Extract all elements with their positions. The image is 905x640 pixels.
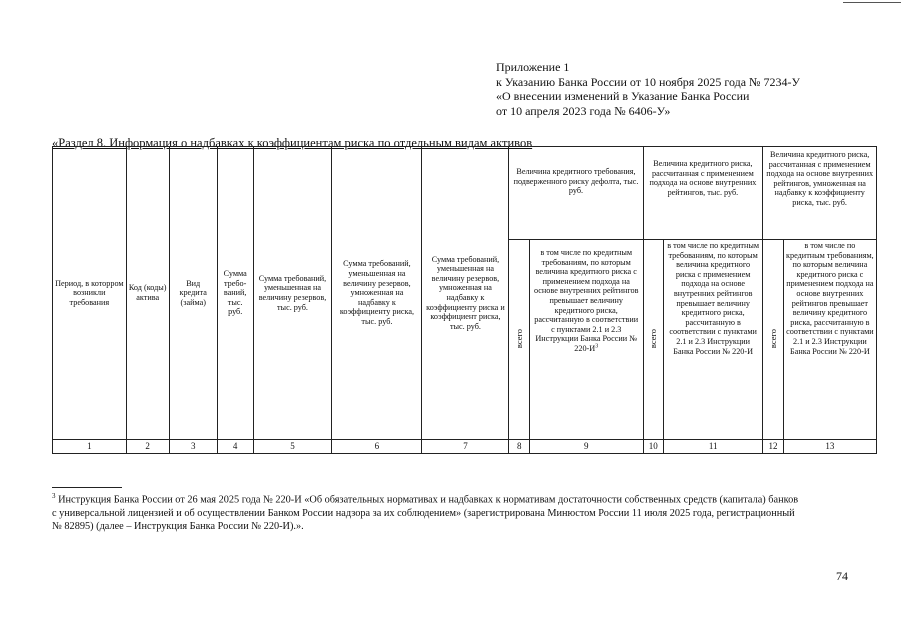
header-group-default-exposure: Величина кредитного требования, подверженного риску дефолта, тыс. руб. — [509, 147, 643, 240]
footnote-separator — [52, 487, 122, 488]
header-group-irb-risk-with-addon: Величина кредитного риска, рассчитанная с применением подхода на основе внутренних рейтингов, умноженная на надбавку к коэффициенту риска, тыс. руб. — [763, 147, 877, 240]
header-col-8-total — [509, 240, 529, 440]
col-number: 8 — [509, 440, 529, 454]
column-numbers-row — [53, 440, 877, 454]
col-number: 2 — [126, 440, 169, 454]
col-number: 7 — [422, 440, 509, 454]
header-col-9-text: в том числе по кредитным требованиям, по которым величина кредитного риска с применением подхода на основе внутренних рейтингов превышает величину кредитного риска, рассчитанную в соответствии с пунктами 2.1 и 2.3 Инструкции Банка России № 220-И — [533, 248, 639, 353]
footnote-line-3: № 82895) (далее – Инструкция Банка России № 220-И).». — [52, 520, 304, 532]
col-number: 9 — [529, 440, 643, 454]
header-col-8-total-text: всего — [514, 328, 525, 348]
col-number: 4 — [217, 440, 253, 454]
header-col-12-total-text: всего — [768, 328, 779, 348]
header-col-10-total-text: всего — [648, 328, 659, 348]
col-number: 13 — [783, 440, 876, 454]
footnote-ref-3: 3 — [595, 343, 599, 350]
footnote — [52, 490, 888, 533]
appendix-line-3: «О внесении изменений в Указание Банка России — [496, 89, 750, 103]
col-number: 11 — [664, 440, 763, 454]
top-corner-rule — [843, 2, 901, 3]
footnote-line-2: с универсальной лицензией и об осуществлении Банком России надзора за их соблюдением» (зарегистрирована Минюстом России 11 июля 2025 года, регистрационный — [52, 507, 795, 519]
header-col-10-total — [643, 240, 663, 440]
col-number: 12 — [763, 440, 783, 454]
appendix-line-1: Приложение 1 — [496, 60, 570, 74]
header-claims-times-addon-and-risk: Сумма требований, уменьшенная на величину резервов, умноженная на надбавку к коэффициенту риска и коэффициент риска, тыс. руб. — [422, 147, 509, 440]
header-col-9-including — [529, 240, 643, 440]
appendix-line-2: к Указанию Банка России от 10 ноября 2025 года № 7234-У — [496, 74, 800, 89]
col-number: 5 — [253, 440, 332, 454]
footnote-line-1 — [52, 490, 888, 507]
header-asset-code: Код (коды) актива — [126, 147, 169, 440]
appendix-heading — [496, 60, 800, 118]
section-title: «Раздел 8. Информация о надбавках к коэффициентам риска по отдельным видам активов — [52, 136, 533, 150]
footnote-marker: 3 — [52, 492, 56, 500]
col-number: 3 — [169, 440, 217, 454]
appendix-line-4: от 10 апреля 2023 года № 6406-У» — [496, 103, 671, 118]
footnote-line-1-text: Инструкция Банка России от 26 мая 2025 года № 220-И «Об обязательных нормативах и надбавках к нормативам достаточности собственных средств (капитала) банков — [55, 494, 799, 506]
header-period: Период, в которром возникли требования — [53, 147, 127, 440]
header-claims-sum: Сумма требо-ваний, тыс. руб. — [217, 147, 253, 440]
header-group-irb-credit-risk: Величина кредитного риска, рассчитанная с применением подхода на основе внутренних рейтингов, тыс. руб. — [643, 147, 763, 240]
header-loan-type: Вид кредита (займа) — [169, 147, 217, 440]
page-number: 74 — [836, 569, 848, 583]
col-number: 6 — [332, 440, 422, 454]
col-number: 10 — [643, 440, 663, 454]
header-claims-times-addon: Сумма требований, уменьшенная на величину резервов, умноженная на надбавку к коэффициенту риска, тыс. руб. — [332, 147, 422, 440]
header-col-11-including: в том числе по кредитным требованиям, по которым величина кредитного риска с применением подхода на основе внутренних рейтингов превышает величину кредитного риска, рассчитанную в соответствии с пунктами 2.1 и 2.3 Инструкции Банка России № 220-И — [664, 240, 763, 440]
assets-risk-table — [52, 146, 877, 454]
header-claims-less-reserves: Сумма требований, уменьшенная на величину резервов, тыс. руб. — [253, 147, 332, 440]
header-col-13-including: в том числе по кредитным требованиям, по которым величина кредитного риска с применением подхода на основе внутренних рейтингов превышает величину кредитного риска, рассчитанную в соответствии с пунктами 2.1 и 2.3 Инструкции Банка России № 220-И — [783, 240, 876, 440]
header-col-12-total — [763, 240, 783, 440]
col-number: 1 — [53, 440, 127, 454]
